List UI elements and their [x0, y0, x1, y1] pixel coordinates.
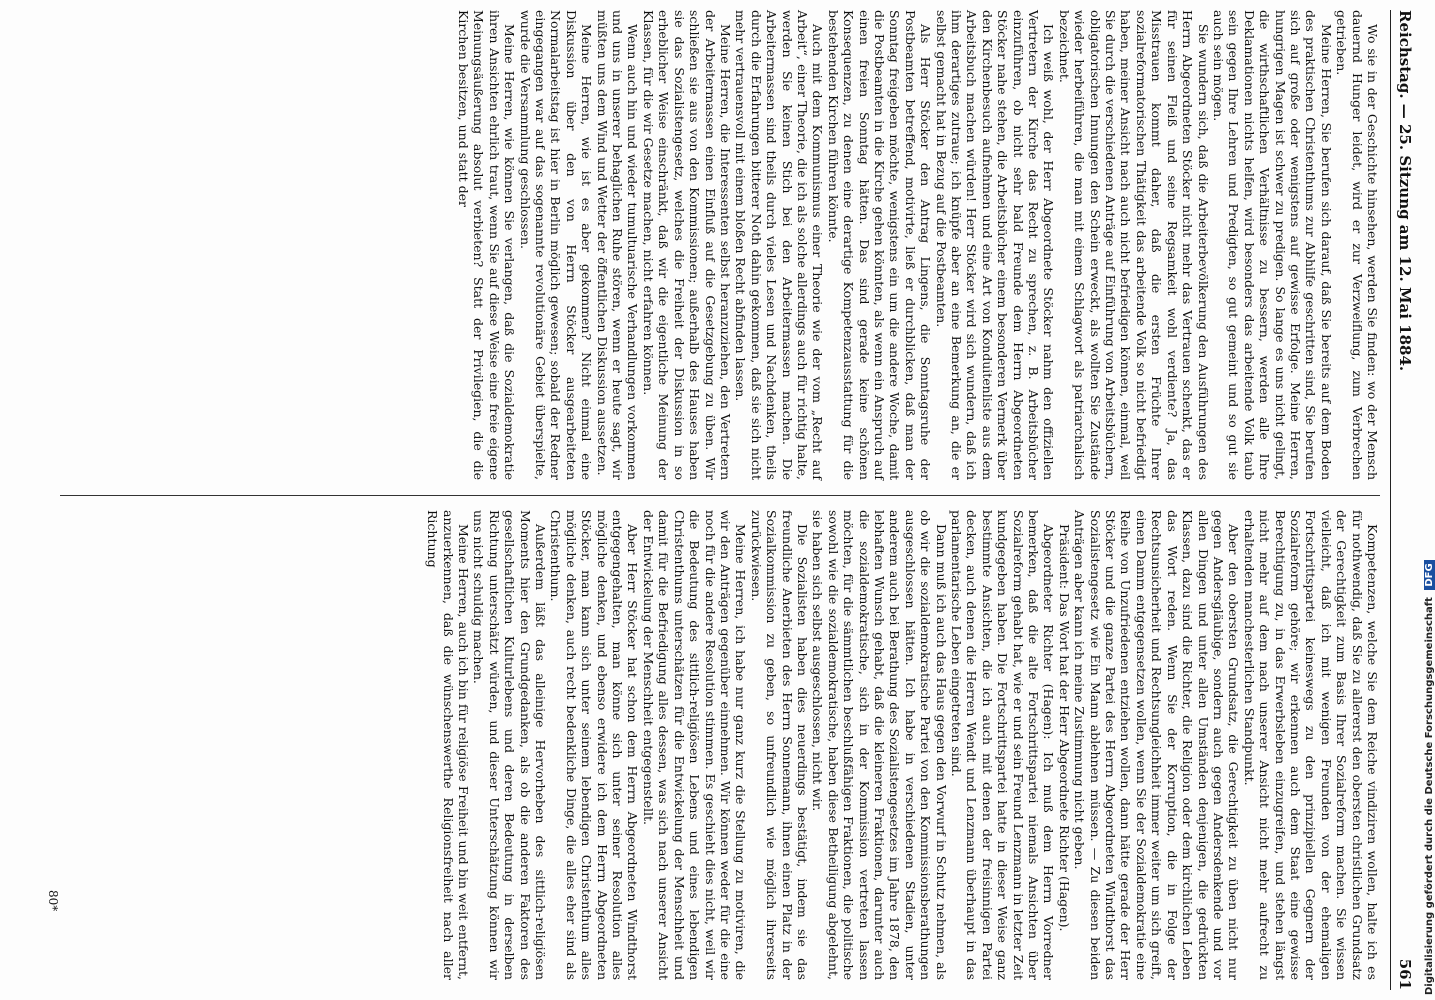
column-divider: [60, 495, 1380, 496]
paragraph: Sie wundern sich, daß die Arbeiterbevölkerung den Ausführungen des Herrn Abgeordneten Stöcker nicht mehr das Vertrauen schenkt, das er für seinen Fleiß und seine Regsamkeit wohl verdiente? Ja, das Misstrauen kommt daher, daß die ersten Früchte Ihrer sozialreformatorischen Thätigkeit das arbeitende Volk so nicht befriedigt haben, meiner Ansicht nach auch nicht befriedigen können, einmal, weil Sie durch die verschiedenen Anträge auf Einführung von Arbeitsbüchern, obligatorischen Innungen den Schein erweckt, als wollten Sie Zustände wieder herbeiführen, die man mit einem Schlagwort als patriarchalisch bezeichnet.: [1056, 10, 1211, 480]
paragraph: Wenn auch hin und wieder tumultuarische Verhandlungen vorkommen und uns in unserer behaglichen Ruhe stören, wenn er heute sagt, wir müßten uns dem Wind und Wetter der öffentlichen Diskussion aussetzen.: [594, 10, 641, 480]
paragraph: Präsident: Das Wort hat der Herr Abgeordnete Richter (Hagen).: [1056, 524, 1072, 932]
paragraph: Meine Herren, wie ist es aber gekommen? Nicht einmal eine Diskussion über den von Herrn Stöcker ausgearbeiteten Normalarbeitstag ist hier in Berlin möglich gewesen; sobald der Redner eingegangen war auf das sogenannte revolutionäre Gebiet überspielte, wurde die Versammlung geschlossen.: [517, 10, 595, 480]
text-column-left: [50, 10, 1380, 480]
header-rule: [1390, 10, 1391, 990]
digitization-credit: [1424, 560, 1435, 995]
paragraph: Die Sozialisten haben dies neuerdings bestätigt, indem sie das freundliche Anerbieten des Herrn Sonnemann, ihnen einen Platz in der Sozialkommission zu geben, so unfreundlich wie möglich ihrerseits zurückwiesen.: [748, 510, 810, 980]
paragraph: Meine Herren, die Interessenten selbst heranzuziehen, den Vertretern der Arbeitermassen einen Einfluß auf die Gesetzgebung zu üben. Wir schließen sie aus von den Kommissionen; außerhalb des Hauses haben sie das Sozialistengesetz, welches die Freiheit der Diskussion in so erheblicher Weise einschränkt, daß wir die eigentliche Meinung der Klassen, für die wir Gesetze machen, nicht erfahren können.: [640, 10, 733, 480]
paragraph: Ich weiß wohl, der Herr Abgeordnete Stöcker nahm den offiziellen Vertretern der Kirche das Recht zu sprechen, z. B. Arbeitsbücher einzuführen, ob nicht sehr bald Freunde dem Herrn Abgeordneten Stöcker nahe stehen, die Arbeitsbücher einem besonderen Vermerk über den Kirchenbesuch aufnehmen und eine Art von Konduitenliste aus dem Arbeitsbuch machen würden! Herr Stöcker wird sich wundern, daß ich ihm derartiges zutraue; ich knüpfe aber an eine Bemerkung an, die er selbst gemacht hat in Bezug auf die Postbeamten.: [933, 10, 1057, 480]
running-title: Reichstag. — 25. Sitzung am 12. Mai 1884.: [1396, 10, 1414, 372]
paragraph: Abgeordneter Richter (Hagen): Ich muß dem Herrn Vorredner bemerken, daß die alte Fortschrittspartei niemals Ansichten über Sozialreform gehabt hat, wie er und sein Freund Lenzmann in letzter Zeit kundgegeben haben. Die Fortschrittspartei hatte in dieser Weise ganz bestimmte Ansichten, die ich auch mit denen der freisinnigen Partei decken, auch denen die Herren Wendt und Lenzmann überhaupt in das parlamentarische Leben eingetreten sind.: [949, 510, 1057, 980]
paragraph: Außerdem läßt das alleinige Hervorheben des sittlich-religiösen Moments hier den Grundgedanken, als ob die anderen Faktoren des gesellschaftlichen Kulturlebens und deren Bedeutung in derselben Richtung unterschätzt würden, und dieser Unterschätzung können wir uns nicht schuldig machen.: [471, 510, 549, 980]
paragraph: Aber Herr Stöcker hat schon dem Herrn Abgeordneten Windthorst entgegengehalten, man könne sich unter seiner Resolution alles mögliche denken, und ebenso erwidere ich dem Herrn Abgeordneten Stöcker, man kann sich unter seinem lebendigen Christenthum alles mögliche denken, auch recht bedenkliche Dinge, die alles eher sind als Christenthum.: [548, 510, 641, 980]
text-column-right: [50, 510, 1380, 980]
paragraph: Wo sie in der Geschichte hinsehen, werden Sie finden: wo der Mensch dauernd Hunger leidet, wird er zur Verzweiflung, zum Verbrechen getrieben.: [1334, 10, 1380, 480]
paragraph: Dann muß ich auch das Haus gegen den Vorwurf in Schutz nehmen, als ob wir die sozialdemokratische Partei von den Kommissionsberathungen ausgeschlossen hätten. Ich habe in verschiedenen Stadien, unter anderem auch bei Berathung des Sozialistengesetzes im Jahre 1878, den lebhaften Wunsch gehabt, daß die kleineren Fraktionen, darunter auch die sozialdemokratische, sich in der Kommission vertreten lassen möchten, für die sämmtlichen beschlußfähigen Fraktionen, die politische sowohl wie die sozialdemokratische, haben diese Betheiligung abgelehnt, sie haben sich selbst ausgeschlossen, nicht wir.: [810, 510, 949, 980]
dfg-logo: DFG: [1424, 560, 1435, 589]
paragraph: Meine Herren, wie können Sie verlangen, daß die Sozialdemokratie ihren Ansichten ehrlich traut, wenn Sie auf diese Weise eine freie eigene Meinungsäußerung absolut verbieten? Statt der Privilegien, die die Kirchen besitzen, und statt der: [456, 10, 518, 480]
paragraph: Meine Herren, Sie berufen sich darauf, daß Sie bereits auf dem Boden des praktischen Christenthums zur Abhilfe geschritten sind, Sie berufen sich auf große oder wenigstens auf gewisse Erfolge. Meine Herren, hungrigen Magen ist schwer zu predigen. So lange es uns nicht gelingt, die wirthschaftlichen Verhältnisse zu bessern, werden alle Ihre Deklamationen nichts helfen, wird besonders das arbeitende Volk taub sein gegen Ihre Lehren und Predigten, so gut gemeint und so gut sie auch sein mögen.: [1210, 10, 1334, 480]
paragraph: Meine Herren, ich habe nur ganz kurz die Stellung zu motiviren, die wir den Anträgen gegenüber einnehmen. Wir können weder für die eine noch für die andere Resolution stimmen. Es geschieht dies nicht, weil wir die Bedeutung des sittlich-religiösen Lebens und eines lebendigen Christenthums unterschätzen für die Entwickelung der Menschheit und damit für die Befriedigung alles dessen, was sich nach unserer Ansicht der Entwickelung der Menschheit entgegenstellt.: [640, 510, 749, 980]
paragraph: Auch mit dem Kommunismus einer Theorie wie der vom „Recht auf Arbeit“, einer Theorie, die ich als solche allerdings auch für richtig halte, werden Sie keinen Stich bei den Arbeitermassen machen. Die Arbeitermassen sind theils durch vieles Lesen und Nachdenken, theils durch die Erfahrungen bitterer Noth dahin gekommen, daß sie sich nicht mehr vertrauensvoll mit einem bloßen Recht abfinden lassen.: [733, 10, 826, 480]
signature-mark: 80*: [46, 890, 60, 912]
paragraph: Meine Herren, auch ich bin für religiöse Freiheit und bin weit entfernt, anzuerkennen, daß die wünschenswerthe Religionsfreiheit nach aller Richtung: [425, 510, 472, 980]
paragraph: Als Herr Stöcker den Antrag Lingens, die Sonntagsruhe der Postbeamten betreffend, motivirte, ließ er durchblicken, daß man der Sonntag freigeben möchte, wenigstens ein um die andere Woche, damit die Postbeamten in die Kirche gehen könnten, als wenn ein Anspruch auf einen freien Sonntag hätten. Das sind gerade keine schönen Konsequenzen, zu denen eine derartige Kompetenzausstattung für die bestehenden Kirchen führen könnte.: [825, 10, 934, 480]
paragraph: Kompetenzen, welche Sie dem Reiche vindiziren wollen, halte ich es für nothwendig, daß Sie zu allererst den obersten christlichen Grundsatz der Gerechtigkeit zum Basis Ihrer Sozialreform machen. Sie wissen vielleicht, daß ich mit wenigen Freunden von der ehemaligen Fortschrittspartei keineswegs zu den prinzipiellen Gegnern der Sozialreform gehöre; wir erkennen auch dem Staat eine gewisse Berechtigung zu, in das Erwerbsleben einzugreifen, und stehen längst nicht mehr auf dem nach unserer Ansicht nicht mehr aufrecht zu erhaltenden manchesterlichen Standpunkt.: [1241, 510, 1380, 980]
page-header: [1390, 10, 1420, 990]
paragraph: Aber den obersten Grundsatz, die Gerechtigkeit zu üben nicht nur gegen Andersgläubige, sondern auch gegen Andersdenkende und vor allen Dingen und unter allen Umständen denjenigen, die gedrückten Klassen, dazu sind die Richter, die Religion oder dem kirchlichen Leben das Wort reden. Wenn Sie der Korruption, die in Folge der Rechtsunsicherheit und Rechtsungleichheit immer weiter um sich greift, einen Damm entgegensetzen wollen, wenn Sie der Sozialdemokratie eine Reihe von Unzufriedenen entziehen wollen, dann hätte gerade der Herr Stöcker und die ganze Partei des Herrn Abgeordneten Windthorst das Sozialistengesetz wie Ein Mann ablehnen müssen. — Zu diesen beiden Anträgen aber kann ich meine Zustimmung nicht geben.: [1072, 510, 1242, 980]
credit-text: Digitalisierung gefördert durch die Deutsche Forschungsgemeinschaft: [1424, 597, 1435, 995]
rotated-content: [40, 10, 1420, 990]
page-number: 561: [1396, 958, 1414, 990]
